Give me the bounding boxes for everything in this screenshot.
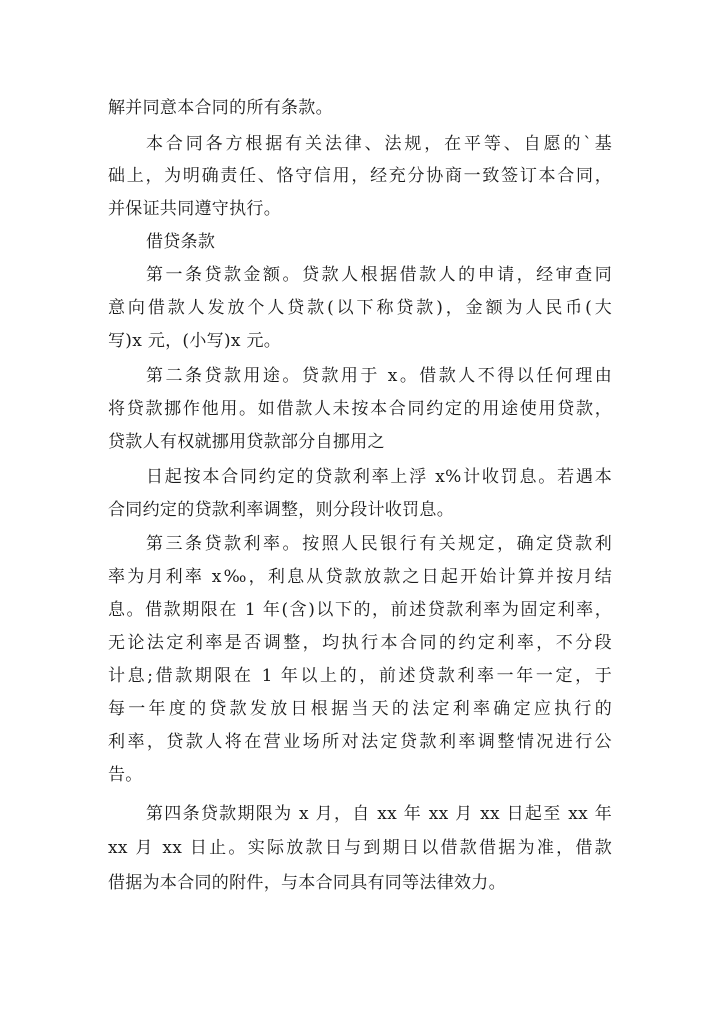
- text-line: 合同约定的贷款利率调整，则分段计收罚息。: [108, 500, 454, 520]
- text-line: 础上，为明确责任、恪守信用，经充分协商一致签订本合同，: [108, 166, 612, 186]
- text-line: 每一年度的贷款发放日根据当天的法定利率确定应执行的: [108, 699, 612, 719]
- text-line: 计息;借款期限在 1 年以上的，前述贷款利率一年一定，于: [108, 666, 612, 686]
- text-line: 本合同各方根据有关法律、法规，在平等、自愿的`基: [146, 134, 612, 154]
- text-line: 写)x 元，(小写)x 元。: [108, 331, 282, 351]
- text-line: 无论法定利率是否调整，均执行本合同的约定利率，不分段: [108, 633, 612, 653]
- section-heading: 借贷条款: [146, 232, 216, 252]
- text-line: 解并同意本合同的所有条款。: [108, 98, 333, 118]
- text-line: 意向借款人发放个人贷款(以下称贷款)，金额为人民币(大: [108, 298, 612, 318]
- text-line: 并保证共同遵守执行。: [108, 199, 281, 219]
- text-line: xx 月 xx 日止。实际放款日与到期日以借款借据为准，借款: [108, 838, 612, 858]
- text-line: 借据为本合同的附件，与本合同具有同等法律效力。: [108, 873, 506, 893]
- text-line: 第三条贷款利率。按照人民银行有关规定，确定贷款利: [146, 534, 612, 554]
- text-line: 日起按本合同约定的贷款利率上浮 x%计收罚息。若遇本: [146, 467, 612, 487]
- text-line: 贷款人有权就挪用贷款部分自挪用之: [108, 432, 385, 452]
- text-line: 第二条贷款用途。贷款用于 x。借款人不得以任何理由: [146, 366, 612, 386]
- text-line: 告。: [108, 765, 143, 785]
- text-line: 第一条贷款金额。贷款人根据借款人的申请，经审查同: [146, 265, 612, 285]
- text-line: 利率，贷款人将在营业场所对法定贷款利率调整情况进行公: [108, 732, 612, 752]
- text-line: 将贷款挪作他用。如借款人未按本合同约定的用途使用贷款，: [108, 399, 612, 419]
- text-line: 率为月利率 x‰，利息从贷款放款之日起开始计算并按月结: [108, 567, 612, 587]
- text-line: 第四条贷款期限为 x 月，自 xx 年 xx 月 xx 日起至 xx 年: [146, 804, 612, 824]
- text-line: 息。借款期限在 1 年(含)以下的，前述贷款利率为固定利率，: [108, 600, 612, 620]
